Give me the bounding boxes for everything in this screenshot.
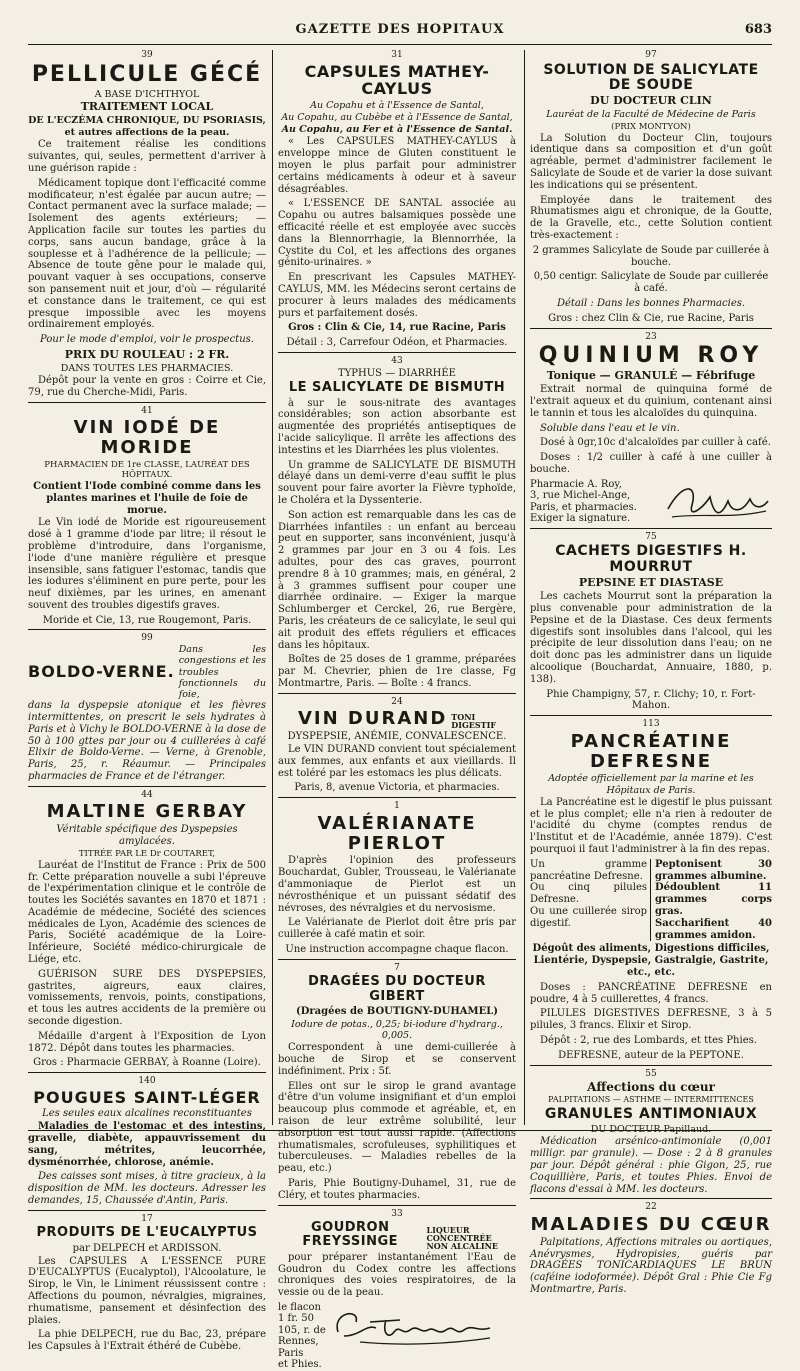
ad-subtitle: TITRÉE PAR LE Dr COUTARET, [78, 848, 216, 859]
ad-line: Peptonisent 30 grammes albumine. [655, 858, 772, 882]
ad-text: Dégoût des aliments, Digestions difficiles, Lientérie, Dyspepsie, Gastralgie, Gastrite, etc., etc. [532, 943, 770, 978]
ad-text: Ce traitement réalise les conditions suivantes, qui, seules, permettent d'arriver à une guérison rapide : [28, 139, 266, 174]
column-left [28, 50, 266, 1353]
ad-number: 33 [391, 1208, 403, 1219]
goudron-address [278, 1302, 326, 1371]
ad-subtitle: Au Copahu, au Fer et à l'Essence de Santal. [281, 124, 513, 136]
ad-heading-row [278, 1221, 516, 1250]
ad-text: Une instruction accompagne chaque flacon. [285, 943, 509, 955]
divider [28, 1210, 266, 1211]
ad-subtitle: par DELPECH et ARDISSON. [72, 1242, 222, 1254]
ad-number: 39 [141, 50, 153, 60]
ad-text: La Pancréatine est le digestif le plus puissant et le plus complet; elle n'a rien à redouter de l'acidité du chyme (comptes rendus de l'Institut et de l'Académie, année 1879). C'est pourquoi il faut l'administrer à la fin des repas. [530, 796, 772, 855]
ad-number: 1 [394, 801, 400, 812]
ad-title: LE SALICYLATE DE BISMUTH [288, 380, 506, 396]
ad-subtitle: TYPHUS — DIARRHÉE [338, 367, 456, 379]
ad-text: Maladies de l'estomac et des intestins, gravelle, diabète, appauvrissement du sang, métrites, leucorrhée, dysménorrhée, chlorose, anémie. [28, 1121, 266, 1168]
divider [28, 786, 266, 787]
ad-tag-line: DIGESTIF [451, 720, 497, 731]
column-right [530, 50, 772, 1295]
ad-tag [451, 713, 496, 729]
signature-image [662, 479, 772, 525]
ad-number: 55 [645, 1068, 657, 1079]
ad-title: DRAGÉES DU DOCTEUR GIBERT [308, 974, 486, 1004]
ad-subtitle: (PRIX MONTYON) [611, 121, 691, 132]
ad-text: « L'ESSENCE DE SANTAL associée au Copahu ou autres balsamiques possède une efficacité réelle et est employée avec succès dans la Blennorrhagie, la Blennorrhée, la Cystite du Col, et les affections des organes génito-urinaires. » [278, 198, 516, 269]
ad-subtitle: (Dragées de BOUTIGNY-DUHAMEL) [295, 1005, 499, 1017]
footer-rule [28, 1130, 772, 1131]
ad-text: Doses : PANCRÉATINE DEFRESNE en poudre, 4 à 5 cuillerettes, 4 francs. [530, 981, 772, 1005]
ad-text: pour préparer instantanément l'Eau de Goudron du Codex contre les affections chroniques des voies respiratoires, de la vessie ou de la peau. [278, 1251, 516, 1299]
ad-title: BOLDO-VERNE. [28, 662, 175, 682]
journal-title: GAZETTE DES HOPITAUX [295, 22, 505, 37]
ad-line: 3, rue Michel-Ange, [530, 490, 631, 502]
ad-title: PRODUITS DE L'EUCALYPTUS [36, 1225, 258, 1241]
ad-subtitle: DANS TOUTES LES PHARMACIES. [60, 362, 234, 374]
ad-subtitle: DE L'ECZÉMA CHRONIQUE, DU PSORIASIS, [28, 114, 266, 126]
ad-subtitle: Tonique — GRANULÉ — Fébrifuge [546, 369, 756, 383]
ad-text: Des caisses sont mises, à titre gracieux, à la disposition de MM. les docteurs. Adresser les demandes, 15, Chaussée d'Antin, Paris. [28, 1171, 266, 1207]
dosage-right [655, 859, 772, 942]
ad-tag-line: NON ALCALINE [426, 1240, 499, 1251]
ad-line: Paris, et pharmacies. [530, 501, 637, 513]
ad-title: VIN IODÉ DE MORIDE [73, 417, 221, 459]
ad-number: 7 [394, 962, 400, 973]
divider [278, 959, 516, 960]
ad-subtitle: Au Copahu et à l'Essence de Santal, [310, 99, 484, 111]
ad-number: 113 [642, 719, 660, 730]
column-middle [278, 50, 516, 1371]
ad-title: QUINIUM ROY [538, 343, 764, 369]
ad-text: Moride et Cie, 13, rue Rougemont, Paris. [42, 614, 252, 626]
ad-number: 22 [645, 1202, 657, 1213]
ad-text: PILULES DIGESTIVES DEFRESNE, 3 à 5 pilules, 3 francs. Elixir et Sirop. [530, 1008, 772, 1032]
ad-tag-line: TONI [451, 712, 476, 723]
ad-subtitle: PHARMACIEN DE 1re CLASSE, LAURÉAT DES HÔPITAUX. [44, 459, 250, 480]
ad-text: Dans les congestions et les troubles fonctionnels du foie, [178, 644, 266, 700]
ad-line: Paris [278, 1347, 304, 1359]
ad-tag-line: LIQUEUR CONCENTRÉE [426, 1224, 492, 1243]
divider [530, 1065, 772, 1066]
signature-image [330, 1302, 500, 1352]
ad-text: Son action est remarquable dans les cas de Diarrhées infantiles : un enfant au berceau peut en supporter, sans inconvénient, jusqu'à 2 grammes par jour en 3 ou 4 fois. Les adultes, pour des cas graves, pourront prendre 8 à 10 grammes; mais, en général, 2 à 3 grammes suffisent pour couper une diarrhée ordinaire. — Exiger la marque Schlumberger et Cerckel, 26, rue Bergère, Paris, les créateurs de ce salicylate, le seul qui ait produit des effets réguliers et efficaces dans les hôpitaux. [278, 509, 516, 651]
divider [530, 528, 772, 529]
ad-subtitle: Adoptée officiellement par la marine et les Hôpitaux de Paris. [548, 773, 754, 796]
ad-number: 140 [138, 1076, 156, 1087]
ad-subtitle: DYSPEPSIE, ANÉMIE, CONVALESCENCE. [287, 731, 507, 743]
ad-subtitle: et autres affections de la peau. [64, 127, 230, 139]
page-header [28, 18, 772, 44]
ad-text: Les cachets Mourrut sont la préparation la plus convenable pour administration de la Pepsine et de la Diastase. Ces deux ferments digestifs sont insolubles dans l'alcool, qui les précipite de leur dissolution dans l'eau; on ne doit donc pas les administrer dans un liquide alcoolique (Bouchardat, Annuaire, 1880, p. 138). [530, 591, 772, 685]
divider [278, 1205, 516, 1206]
ad-text: Phie Champigny, 57, r. Clichy; 10, r. Fort-Mahon. [546, 688, 756, 712]
quinium-address [530, 479, 658, 525]
advert-columns [28, 50, 772, 1371]
ad-text: Dépôt : 2, rue des Lombards, et ttes Phies. [540, 1034, 757, 1046]
ad-text: Médicament topique dont l'efficacité comme modificateur, n'est égalée par aucun autre; — Contact permanent avec la surface malade; — Isolement des agents extérieurs; — Application facile sur toutes les parties du corps, sans aucun bandage, grâce à la souplesse et à l'adhérence de la pellicule; — Absence de toute gêne pour le malade qui, pouvant vaquer à ses occupations, conserve son pansement nuit et jour, d'où — régularité et constance dans le traitement, ce qui est presque impossible avec les moyens ordinairement employés. [28, 177, 266, 331]
ad-subtitle: Les seules eaux alcalines reconstituantes [42, 1108, 252, 1120]
ad-subtitle: DU DOCTEUR Papillaud. [590, 1124, 712, 1136]
ad-heading-row [278, 709, 516, 729]
ad-text: Dosé à 0gr,10c d'alcaloïdes par cuiller à café. [540, 437, 771, 449]
ad-title: VIN DURAND [297, 708, 448, 730]
ad-heading-row [28, 644, 266, 700]
ad-title: MALTINE GERBAY [46, 801, 248, 823]
ad-subtitle: Lauréat de la Faculté de Médecine de Paris [546, 109, 756, 121]
goudron-footer [278, 1302, 516, 1371]
ad-number: 75 [645, 531, 657, 542]
ad-title: PANCRÉATINE DEFRESNE [570, 730, 732, 772]
ad-title: PELLICULE GÉCÉ [31, 61, 263, 87]
ad-text: DEFRESNE, auteur de la PEPTONE. [558, 1049, 744, 1061]
ad-text: Soluble dans l'eau et le vin. [540, 422, 680, 434]
ad-number: 23 [645, 331, 657, 342]
divider [28, 629, 266, 630]
divider [278, 352, 516, 353]
ad-subtitle: PALPITATIONS — ASTHME — INTERMITTENCES [548, 1095, 754, 1105]
ad-line: Ou cinq pilules Defresne. [530, 882, 647, 906]
ad-text: Le Valérianate de Pierlot doit être pris par cuillerée à café matin et soir. [278, 917, 516, 941]
ad-number: 44 [141, 789, 153, 800]
ad-text: Doses : 1/2 cuiller à café à une cuiller à bouche. [530, 452, 772, 476]
ad-text: Elles ont sur le sirop le grand avantage d'être d'un volume insignifiant et d'un emploi beaucoup plus commode et agréable, et, en raison de leur extrême solubilité, leur absorption est tout aussi rapide. (Affections rhumatismales, scrofuleuses, syphilitiques et tuberculeuses. — Maladies rebelles de la peau, etc.) [278, 1080, 516, 1175]
ad-text: Paris, 8, avenue Victoria, et pharmacies. [294, 782, 500, 794]
ad-line: 105, r. de [278, 1324, 326, 1336]
ad-line: et Phies. [278, 1359, 322, 1371]
ad-line: le flacon [278, 1301, 321, 1313]
divider [28, 1072, 266, 1073]
ad-text: Gros : chez Clin & Cie, rue Racine, Paris [548, 312, 754, 324]
ad-subtitle: PEPSINE ET DIASTASE [578, 576, 724, 590]
ad-text: Dépôt pour la vente en gros : Coirre et Cie, 79, rue du Cherche-Midi, Paris. [28, 375, 266, 398]
ad-number: 97 [645, 50, 657, 60]
ad-text: La phie DELPECH, rue du Bac, 23, prépare les Capsules à l'Extrait éthéré de Cubèbe. [28, 1329, 266, 1353]
ad-text: Boîtes de 25 doses de 1 gramme, préparées par M. Chevrier, phien de 1re classe, Fg Montmartre, Paris. — Boîte : 4 francs. [278, 654, 516, 689]
ad-text: « Les CAPSULES MATHEY-CAYLUS à enveloppe mince de Gluten constituent le moyen le plus parfait pour administrer certains médicaments à odeur et à saveur désagréables. [278, 136, 516, 195]
header-rule [28, 44, 772, 45]
ad-text: Paris, Phie Boutigny-Duhamel, 31, rue de Cléry, et toutes pharmacies. [278, 1177, 516, 1201]
ad-number: 99 [141, 633, 153, 644]
ad-title: GOUDRON FREYSSINGE [302, 1220, 399, 1250]
ad-text: Palpitations, Affections mitrales ou aortiques, Anévrysmes, Hydropisies, guéris par DRAGÉES TONICARDIAQUES LE BRUN (caféine iodoformée). Dépôt Gral : Phie Cie Fg Montmartre, Paris. [530, 1236, 772, 1295]
dosage-left [530, 859, 651, 942]
ad-text: GUÉRISON SURE DES DYSPEPSIES, gastrites, aigreurs, eaux claires, vomissements, renvois, points, constipations, et tous les autres accidents de la première ou seconde digestion. [28, 968, 266, 1028]
page-number: 683 [744, 22, 772, 37]
ad-text: Médication arsénico-antimoniale (0,001 milligr. par granule). — Dose : 2 à 8 granules par jour. Dépôt général : phie Gigon, 25, rue Coquillière, Paris, et toutes Phies. Envoi de flacons d'essai à MM. les docteurs. [530, 1136, 772, 1195]
ad-text: Lauréat de l'Institut de France : Prix de 500 fr. Cette préparation nouvelle a subi l'épreuve de l'expérimentation clinique et le contrôle de toutes les Sociétés savantes en 1870 et 1871 : Académie de médecine, Société des sciences médicales de Lyon, Académie des sciences de Paris, Société académique de la Loire-Inférieure, Société médico-chirurgicale de Liége, etc. [28, 859, 266, 966]
ad-text: Détail : Dans les bonnes Pharmacies. [556, 297, 746, 309]
divider [530, 1198, 772, 1199]
ad-line: Exiger la signature. [530, 513, 631, 525]
ad-text: 0,50 centigr. Salicylate de Soude par cuillerée à café. [533, 271, 769, 295]
ad-text: Les CAPSULES A L'ESSENCE PURE D'EUCALYPTUS (Eucalyptol), l'Alcoolature, le Sirop, le Vin, le Liniment réussissent contre : Affections du poumon, névralgies, migraines, rhumatisme, pansement et désinfection des plaies. [28, 1255, 266, 1326]
ad-subtitle: Contient l'Iode combiné comme dans les plantes marines et l'huile de foie de morue. [33, 480, 261, 516]
ad-title: POUGUES SAINT-LÉGER [33, 1087, 261, 1107]
ad-line: Rennes, [278, 1336, 319, 1348]
ad-title: CAPSULES MATHEY-CAYLUS [304, 61, 490, 99]
ad-text: Médaille d'argent à l'Exposition de Lyon 1872. Dépôt dans toutes les pharmacies. [28, 1030, 266, 1054]
ad-line: 1 fr. 50 [278, 1313, 315, 1325]
ad-price: PRIX DU ROULEAU : 2 FR. [64, 347, 230, 361]
ad-line: Un gramme pancréatine Defresne. [530, 858, 647, 882]
ad-title: VALÉRIANATE PIERLOT [317, 812, 477, 854]
ad-text: Pour le mode d'emploi, voir le prospectus. [40, 334, 254, 346]
ad-text: Correspondent à une demi-cuillerée à bouche de Sirop et se conservent indéfiniment. Prix : 5f. [278, 1042, 516, 1077]
ad-text: dans la dyspepsie atonique et les fièvres intermittentes, on prescrit le sels hydrates à Paris et à Vichy le BOLDO-VERNE à la dose de 50 à 100 gttes par jour ou 4 cuillerées à café Elixir de Boldo-Verne. — Verne, à Grenoble, Paris, 25, r. Réaumur. — Principales pharmacies de France et de l'étranger. [28, 700, 266, 782]
divider [28, 402, 266, 403]
ad-text: Employée dans le traitement des Rhumatismes aigu et chronique, de la Goutte, de la Gravelle, etc., cette Solution contient très-exactement : [530, 194, 772, 241]
divider [530, 328, 772, 329]
ad-text: Un gramme de SALICYLATE DE BISMUTH délayé dans un demi-verre d'eau suffit le plus souvent pour faire avorter la Fièvre typhoïde, le Choléra et la Dyssenterie. [278, 459, 516, 507]
ad-line: Ou une cuillerée sirop digestif. [530, 905, 647, 929]
ad-text: Gros : Clin & Cie, 14, rue Racine, Paris [288, 322, 506, 334]
ad-number: 24 [391, 696, 403, 707]
ad-subtitle: Iodure de potas., 0,25; bi-iodure d'hydrarg., 0,005. [291, 1018, 503, 1041]
ad-number: 31 [391, 50, 403, 60]
divider [530, 715, 772, 716]
ad-title: MALADIES DU CŒUR [530, 1213, 772, 1235]
ad-title: GRANULES ANTIMONIAUX [544, 1105, 758, 1122]
ad-subtitle: TRAITEMENT LOCAL [80, 100, 214, 113]
ad-subtitle: Au Copahu, au Cubèbe et à l'Essence de Santal, [281, 112, 513, 123]
ad-text: D'après l'opinion des professeurs Bouchardat, Gubler, Trousseau, le Valérianate d'ammoniaque de Pierlot est un névrosthénique et un puissant sédatif des névroses, des névralgies et du nervosisme. [278, 855, 516, 914]
ad-text: En prescrivant les Capsules MATHEY-CAYLUS, MM. les Médecins seront certains de procurer à leurs malades des médicaments purs et parfaitement dosés. [278, 272, 516, 319]
ad-text: Gros : Pharmacie GERBAY, à Roanne (Loire). [33, 1057, 261, 1069]
ad-subtitle: DU DOCTEUR CLIN [590, 94, 712, 108]
quinium-footer [530, 479, 772, 525]
ad-title: CACHETS DIGESTIFS H. MOURRUT [555, 543, 747, 575]
ad-text: à sur le sous-nitrate des avantages considérables; son action absorbante est augmentée des propriétés antiseptiques de l'acide salicylique. Il arrête les affections des intestins et les Diarrhées les plus violentes. [278, 397, 516, 456]
ad-text: Le VIN DURAND convient tout spécialement aux femmes, aux enfants et aux vieillards. Il est toléré par les estomacs les plus délicats. [278, 743, 516, 779]
ad-line: Pharmacie A. Roy, [530, 478, 622, 490]
ad-title: SOLUTION DE SALICYLATE DE SOUDE [543, 61, 759, 93]
pancreatine-dosage-table [530, 859, 772, 942]
ad-tag [426, 1226, 516, 1250]
ad-line: Dédoublent 11 grammes corps gras. [655, 882, 772, 917]
ad-number: 17 [141, 1213, 153, 1224]
ad-text: La Solution du Docteur Clin, toujours identique dans sa composition et d'un goût agréable, permet d'administrer facilement le Salicylate de Soude et de varier la dose suivant les indications qui se présentent. [530, 132, 772, 191]
ad-text: Extrait normal de quinquina formé de l'extrait aqueux et du quinium, contenant ainsi le tannin et tous les alcaloïdes du quinquina. [530, 384, 772, 419]
ad-text: Détail : 3, Carrefour Odéon, et Pharmacies. [286, 337, 508, 349]
ad-title: Affections du cœur [587, 1080, 715, 1095]
ad-subtitle: Véritable spécifique des Dyspepsies amylacées. [56, 824, 238, 847]
ad-number: 43 [391, 355, 403, 366]
ad-number: 41 [141, 405, 153, 416]
divider [278, 797, 516, 798]
ad-line: Saccharifient 40 grammes amidon. [655, 917, 772, 941]
ad-text: Le Vin iodé de Moride est rigoureusement dosé à 1 gramme d'iode par litre; il résout le problème d'introduire, dans l'organisme, l'iode d'une manière régulière et presque insensible, sans fatiguer l'estomac, tandis que les iodures s'éliminent en pure perte, pour les neuf dixièmes, par les urines, en amenant souvent des troubles digestifs graves. [28, 517, 266, 611]
ad-subtitle: A BASE D'ICHTHYOL [94, 88, 200, 100]
ad-text: 2 grammes Salicylate de Soude par cuillerée à bouche. [532, 244, 770, 268]
divider [278, 693, 516, 694]
